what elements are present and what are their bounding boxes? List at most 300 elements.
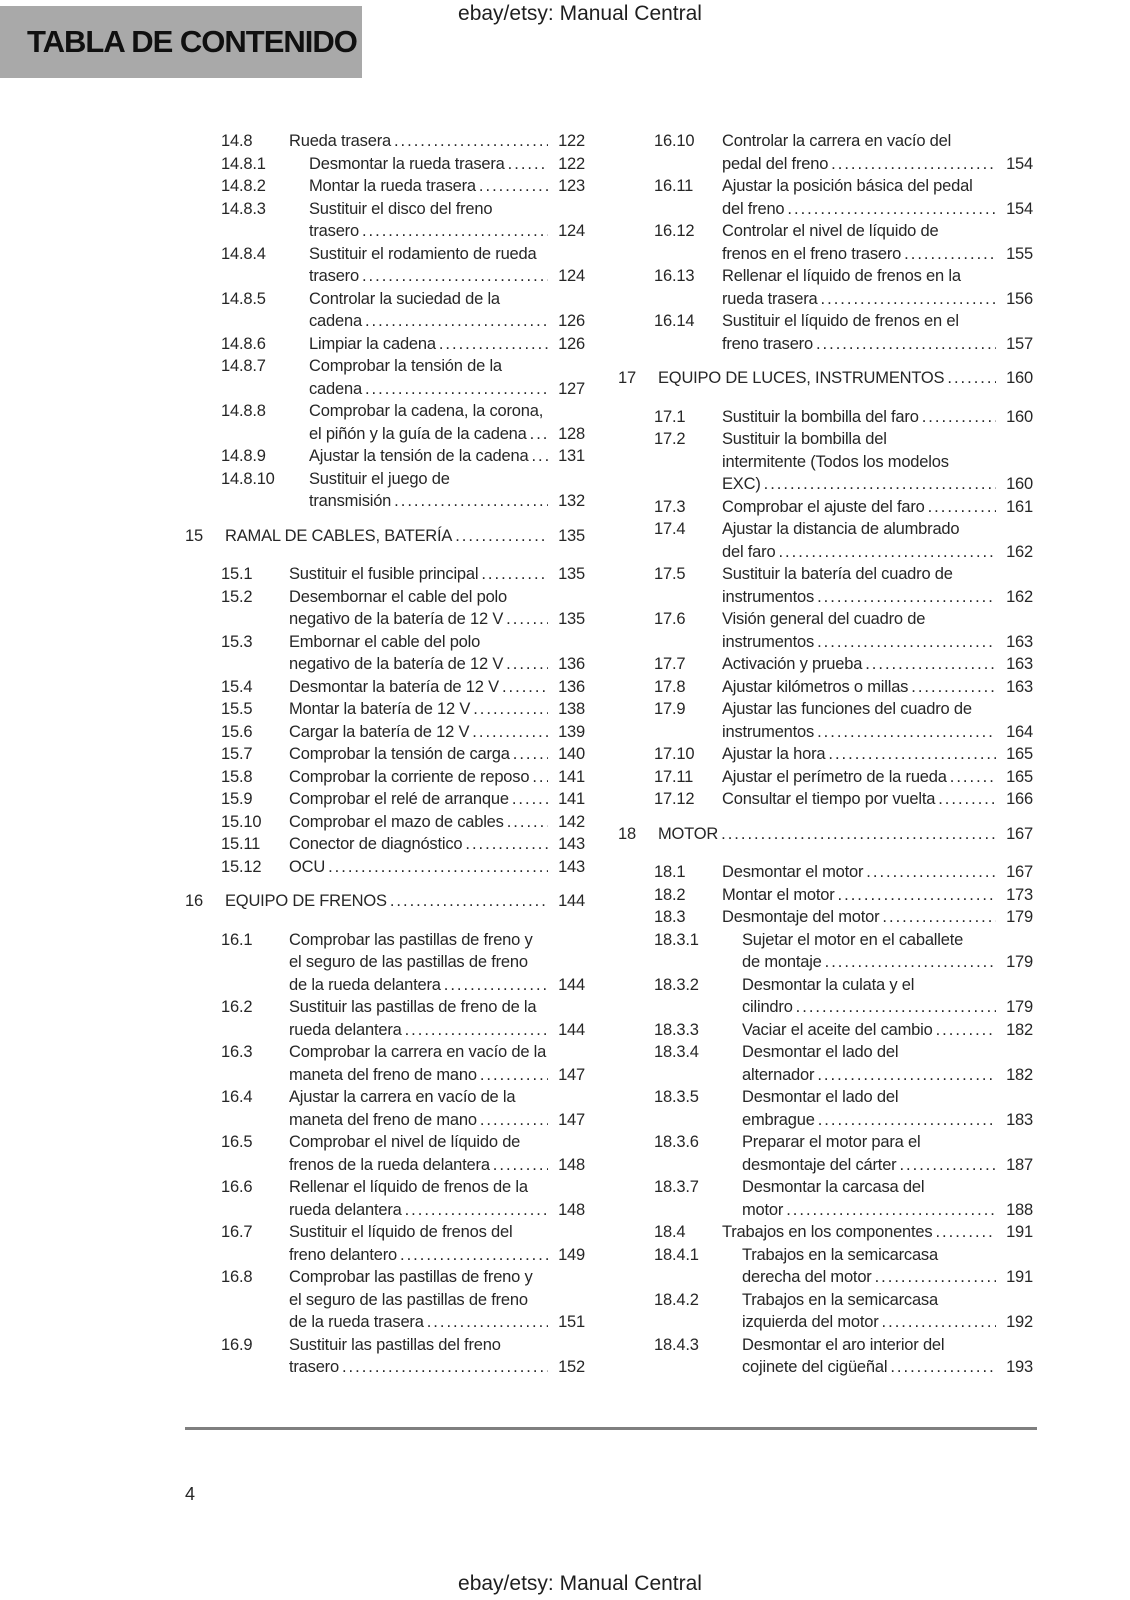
toc-entry-text: instrumentos: [722, 722, 815, 741]
toc-entry-number: 15.4: [221, 677, 253, 696]
toc-entry-title-line: [225, 890, 585, 913]
toc-entry-page-number: 182: [1006, 1020, 1033, 1039]
toc-entry: [185, 698, 585, 721]
toc-entry-title-line: [289, 676, 585, 699]
dot-leader: [863, 861, 996, 884]
toc-entry-text: Ajustar la hora: [722, 745, 826, 763]
toc-entry-title-line: [742, 1289, 1033, 1312]
toc-entry-title-line: [289, 1221, 585, 1244]
toc-entry-page-number: 143: [558, 835, 585, 853]
toc-entry-title-line: [309, 198, 585, 221]
toc-entry-text: el piñón y la guía de la cadena: [309, 424, 527, 443]
toc-entry-title: [722, 1221, 1033, 1244]
toc-entry-number: 15.2: [221, 587, 253, 606]
toc-entry-page-number: 144: [558, 1020, 585, 1039]
toc-entry-number: 18.3.5: [654, 1088, 699, 1106]
toc-entry-page-number: 152: [558, 1358, 585, 1376]
toc-entry-title-line: [289, 951, 585, 974]
toc-entry-number: 14.8.1: [221, 154, 266, 173]
toc-entry: [618, 1176, 1033, 1221]
toc-entry-page-number: 161: [1006, 497, 1033, 516]
toc-entry-number: 18.4.2: [654, 1290, 699, 1309]
toc-entry-page-number: 127: [558, 379, 585, 398]
toc-entry-page-number: 156: [1006, 289, 1033, 308]
toc-entry-title-line: [722, 541, 1033, 564]
toc-entry-title-line: [289, 1289, 585, 1312]
toc-entry-title: [742, 1041, 1033, 1086]
toc-entry-title: [309, 333, 585, 356]
page-title-box: [0, 6, 362, 78]
toc-entry-title: [722, 406, 1033, 429]
toc-entry-title: [742, 1289, 1033, 1334]
toc-entry-title: [722, 653, 1033, 676]
toc-entry-title-line: [742, 1266, 1033, 1289]
dot-leader: [901, 243, 996, 266]
toc-entry-text: Embornar el cable del polo: [289, 632, 481, 651]
toc-entry-text: cojinete del cigüeñal: [742, 1358, 888, 1376]
toc-entry-number: 15.10: [221, 812, 262, 831]
toc-entry-title-line: [722, 698, 1033, 721]
toc-entry-number: 18.2: [654, 885, 686, 904]
toc-entry-page-number: 135: [558, 565, 585, 583]
toc-entry-text: Desmontar la rueda trasera: [309, 154, 505, 173]
dot-leader: [391, 490, 548, 513]
toc-entry-number: 15.8: [221, 767, 253, 786]
dot-leader: [529, 766, 548, 789]
toc-entry-title-line: [289, 811, 585, 834]
toc-entry-title-line: [309, 468, 585, 491]
toc-entry-title-line: [742, 1176, 1033, 1199]
toc-entry-text: maneta del freno de mano: [289, 1110, 477, 1129]
toc-entry-text: Sustituir las pastillas de freno de la: [289, 998, 537, 1016]
toc-entry-number: 16: [185, 892, 203, 910]
toc-entry: [185, 445, 585, 468]
toc-entry-title: [289, 1131, 585, 1176]
toc-entry-title-line: [742, 951, 1033, 974]
toc-entry-number: 14.8.8: [221, 402, 266, 420]
toc-entry-title-line: [722, 130, 1033, 153]
toc-entry-title-line: [722, 496, 1033, 519]
toc-entry-title-line: [722, 243, 1033, 266]
toc-entry-title-line: [742, 1019, 1033, 1042]
toc-column-left: [185, 130, 585, 1379]
toc-entry-text: freno delantero: [289, 1245, 397, 1264]
toc-entry-title-line: [309, 265, 585, 288]
toc-entry-title: [289, 1334, 585, 1379]
toc-entry-title-line: [289, 974, 585, 997]
toc-entry-page-number: 160: [1006, 369, 1033, 387]
toc-entry: [618, 676, 1033, 699]
toc-entry: [618, 743, 1033, 766]
toc-section-entry: [185, 890, 585, 913]
dot-leader: [391, 130, 548, 153]
page-number: 4: [185, 1484, 196, 1504]
toc-entry-title: [742, 1019, 1033, 1042]
toc-entry-title-line: [722, 586, 1033, 609]
toc-entry-page-number: 131: [558, 447, 585, 465]
toc-entry-text: Sustituir el disco del freno: [309, 199, 493, 218]
toc-entry-number: 15.6: [221, 722, 253, 741]
toc-entry-text: Comprobar el mazo de cables: [289, 812, 504, 831]
toc-entry-text: Comprobar las pastillas de freno y: [289, 1268, 533, 1286]
toc-entry-text: el seguro de las pastillas de freno: [289, 953, 528, 971]
toc-entry-title: [742, 974, 1033, 1019]
toc-entry-text: Sustituir la bombilla del faro: [722, 407, 919, 426]
toc-entry-title-line: [289, 1356, 585, 1379]
toc-entry-text: Sustituir el líquido de frenos del: [289, 1223, 513, 1241]
toc-entry-title: [289, 833, 585, 856]
toc-entry-title: [289, 766, 585, 789]
toc-entry-title: [742, 1086, 1033, 1131]
toc-entry-text: EQUIPO DE FRENOS: [225, 892, 387, 910]
toc-entry-title-line: [309, 153, 585, 176]
dot-leader: [490, 1154, 548, 1177]
toc-entry-title-line: [722, 198, 1033, 221]
toc-entry-title: [289, 811, 585, 834]
toc-entry-text: Vaciar el aceite del cambio: [742, 1020, 933, 1039]
dot-leader: [510, 743, 548, 766]
toc-entry-title-line: [289, 929, 585, 952]
toc-entry: [618, 906, 1033, 929]
toc-entry-title-line: [309, 423, 585, 446]
toc-entry-number: 18: [618, 824, 636, 843]
dot-leader: [503, 653, 548, 676]
dot-leader: [944, 367, 996, 390]
toc-entry-title: [309, 288, 585, 333]
toc-entry: [618, 496, 1033, 519]
dot-leader: [814, 631, 996, 654]
toc-entry-number: 15.9: [221, 790, 253, 808]
toc-entry-number: 14.8.10: [221, 469, 275, 488]
toc-entry-number: 17: [618, 369, 636, 387]
toc-entry-text: Ajustar la posición básica del pedal: [722, 177, 973, 195]
toc-entry: [618, 608, 1033, 653]
toc-entry-page-number: 144: [558, 892, 585, 910]
toc-entry: [185, 586, 585, 631]
toc-entry: [185, 1086, 585, 1131]
toc-entry-page-number: 162: [1006, 542, 1033, 561]
toc-entry-title-line: [742, 1154, 1033, 1177]
toc-entry-page-number: 179: [1006, 998, 1033, 1016]
dot-leader: [402, 1019, 548, 1042]
toc-entry-text: Comprobar la tensión de carga: [289, 745, 510, 763]
toc-entry-title-line: [722, 406, 1033, 429]
toc-entry-text: Sustituir la bombilla del: [722, 430, 887, 448]
toc-entry-number: 18.3.2: [654, 975, 699, 994]
toc-entry-title-line: [289, 1334, 585, 1357]
toc-entry-title-line: [722, 653, 1033, 676]
toc-entry-text: Trabajos en la semicarcasa: [742, 1290, 938, 1309]
toc-entry-title: [722, 698, 1033, 743]
toc-entry-text: Rueda trasera: [289, 132, 391, 150]
dot-leader: [504, 811, 548, 834]
toc-entry-title: [309, 175, 585, 198]
toc-entry-text: Desembornar el cable del polo: [289, 587, 507, 606]
toc-entry-number: 14.8.6: [221, 334, 266, 353]
toc-entry-text: Desmontar el lado del: [742, 1088, 899, 1106]
dot-leader: [862, 653, 996, 676]
page-title: TABLA DE CONTENIDO: [27, 24, 357, 59]
toc-entry: [185, 1334, 585, 1379]
dot-leader: [872, 1266, 996, 1289]
toc-entry-text: Limpiar la cadena: [309, 334, 436, 353]
dot-leader: [387, 890, 548, 913]
toc-entry-page-number: 179: [1006, 953, 1033, 971]
toc-entry-title: [658, 367, 1033, 390]
toc-entry: [185, 175, 585, 198]
dot-leader: [528, 445, 548, 468]
toc-entry: [185, 468, 585, 513]
toc-entry-number: 16.3: [221, 1043, 253, 1061]
toc-entry-number: 16.12: [654, 222, 695, 240]
toc-entry-page-number: 147: [558, 1110, 585, 1129]
toc-entry-number: 16.4: [221, 1088, 253, 1106]
toc-entry-text: pedal del freno: [722, 154, 829, 173]
toc-entry: [618, 428, 1033, 496]
toc-entry-title: [722, 608, 1033, 653]
toc-entry-title: [722, 788, 1033, 811]
toc-entry-title-line: [722, 333, 1033, 356]
toc-entry-title: [289, 130, 585, 153]
toc-entry-text: maneta del freno de mano: [289, 1065, 477, 1084]
toc-entry-number: 17.6: [654, 610, 686, 628]
dot-leader: [509, 788, 548, 811]
toc-entry-page-number: 155: [1006, 244, 1033, 263]
toc-entry: [618, 861, 1033, 884]
toc-entry-page-number: 187: [1006, 1155, 1033, 1174]
toc-entry-page-number: 192: [1006, 1313, 1033, 1331]
toc-entry: [185, 333, 585, 356]
toc-entry-page-number: 193: [1006, 1358, 1033, 1376]
toc-entry-text: instrumentos: [722, 632, 815, 651]
toc-entry-title-line: [742, 1064, 1033, 1087]
toc-entry-title-line: [722, 721, 1033, 744]
toc-entry: [618, 518, 1033, 563]
toc-entry-title-line: [722, 1221, 1033, 1244]
toc-section-entry: [185, 525, 585, 548]
toc-entry-text: embrague: [742, 1110, 815, 1129]
dot-leader: [505, 153, 548, 176]
dot-leader: [825, 743, 996, 766]
toc-entry-number: 17.8: [654, 677, 686, 696]
toc-entry-text: Consultar el tiempo por vuelta: [722, 790, 936, 808]
toc-entry-number: 14.8.3: [221, 199, 266, 218]
dot-leader: [452, 525, 548, 548]
toc-entry: [618, 265, 1033, 310]
toc-entry-page-number: 122: [558, 154, 585, 173]
dot-leader: [761, 473, 996, 496]
toc-entry-text: frenos de la rueda delantera: [289, 1155, 490, 1174]
toc-entry: [618, 1086, 1033, 1131]
toc-entry: [618, 220, 1033, 265]
dot-leader: [718, 823, 996, 846]
toc-entry-number: 14.8.9: [221, 447, 266, 465]
toc-entry-text: motor: [742, 1200, 784, 1219]
toc-entry-number: 17.12: [654, 790, 695, 808]
toc-entry: [185, 1221, 585, 1266]
toc-entry: [185, 631, 585, 676]
toc-entry-text: Comprobar las pastillas de freno y: [289, 930, 533, 949]
toc-entry-title-line: [289, 563, 585, 586]
toc-entry: [185, 676, 585, 699]
dot-leader: [814, 586, 996, 609]
dot-leader: [436, 333, 548, 356]
toc-entry-page-number: 183: [1006, 1110, 1033, 1129]
toc-entry-text: transmisión: [309, 492, 392, 510]
toc-entry: [185, 243, 585, 288]
toc-entry-title-line: [289, 1086, 585, 1109]
dot-leader: [477, 1064, 548, 1087]
toc-entry-title: [722, 518, 1033, 563]
toc-entry-text: Montar la rueda trasera: [309, 177, 476, 195]
toc-entry-page-number: 163: [1006, 655, 1033, 673]
toc-entry-text: derecha del motor: [742, 1268, 872, 1286]
dot-leader: [783, 1199, 996, 1222]
toc-entry-text: cilindro: [742, 998, 793, 1016]
toc-entry-number: 17.5: [654, 565, 686, 583]
toc-entry-text: Ajustar kilómetros o millas: [722, 677, 909, 696]
toc-entry-number: 16.8: [221, 1268, 253, 1286]
toc-entry-title: [722, 130, 1033, 175]
toc-entry-page-number: 143: [558, 857, 585, 876]
toc-entry-text: cadena: [309, 379, 362, 398]
toc-entry-page-number: 162: [1006, 587, 1033, 606]
toc-entry: [185, 856, 585, 879]
toc-entry-title-line: [289, 1131, 585, 1154]
toc-column-right: [618, 130, 1033, 1379]
dot-leader: [359, 265, 548, 288]
toc-entry-text: negativo de la batería de 12 V: [289, 655, 504, 673]
toc-entry-text: Ajustar el perímetro de la rueda: [722, 767, 947, 786]
dot-leader: [818, 288, 996, 311]
toc-entry-page-number: 182: [1006, 1065, 1033, 1084]
dot-leader: [469, 721, 548, 744]
toc-entry-text: el seguro de las pastillas de freno: [289, 1290, 528, 1309]
toc-entry: [185, 355, 585, 400]
toc-entry-title: [309, 400, 585, 445]
toc-entry-title: [722, 563, 1033, 608]
toc-entry-title-line: [722, 788, 1033, 811]
toc-entry-text: trasero: [309, 267, 359, 285]
toc-entry-title: [742, 1244, 1033, 1289]
dot-leader: [828, 153, 996, 176]
toc-entry-page-number: 151: [558, 1313, 585, 1331]
toc-entry-number: 17.1: [654, 407, 686, 426]
toc-entry-text: Ajustar la distancia de alumbrado: [722, 520, 960, 538]
dot-leader: [397, 1244, 548, 1267]
dot-leader: [339, 1356, 548, 1379]
toc-entry-number: 17.10: [654, 745, 695, 763]
toc-entry-title-line: [722, 676, 1033, 699]
toc-entry-title-line: [722, 310, 1033, 333]
toc-entry-title-line: [289, 1244, 585, 1267]
toc-entry-title: [225, 890, 585, 913]
toc-entry-text: Comprobar la cadena, la corona,: [309, 402, 544, 420]
toc-entry: [618, 1221, 1033, 1244]
dot-leader: [359, 220, 548, 243]
toc-entry-title: [289, 721, 585, 744]
toc-entry-page-number: 144: [558, 975, 585, 994]
toc-entry-page-number: 166: [1006, 790, 1033, 808]
dot-leader: [813, 333, 996, 356]
toc-entry-title-line: [722, 473, 1033, 496]
toc-entry-title-line: [289, 631, 585, 654]
toc-entry-text: Rellenar el líquido de frenos de la: [289, 1178, 528, 1196]
toc-entry-text: OCU: [289, 857, 326, 876]
toc-entry-title: [289, 1041, 585, 1086]
toc-entry-title: [289, 676, 585, 699]
toc-entry-title-line: [289, 608, 585, 631]
toc-entry: [185, 1131, 585, 1176]
toc-entry-text: Desmontar el lado del: [742, 1043, 899, 1061]
toc-entry: [185, 563, 585, 586]
toc-entry-text: rueda delantera: [289, 1020, 402, 1039]
toc-entry-page-number: 154: [1006, 199, 1033, 218]
toc-entry-text: Comprobar la corriente de reposo: [289, 767, 530, 786]
toc-entry-title: [289, 743, 585, 766]
toc-entry-number: 16.5: [221, 1133, 253, 1151]
toc-entry-text: Montar la batería de 12 V: [289, 700, 471, 718]
toc-entry-title: [289, 563, 585, 586]
toc-entry-page-number: 136: [558, 677, 585, 696]
toc-entry-text: Sustituir el fusible principal: [289, 565, 479, 583]
toc-entry-title-line: [289, 1064, 585, 1087]
toc-entry: [185, 1266, 585, 1334]
dot-leader: [932, 1221, 996, 1244]
toc-entry: [618, 653, 1033, 676]
toc-entry-title: [289, 996, 585, 1041]
toc-entry-title: [742, 1334, 1033, 1379]
toc-entry-text: Comprobar el relé de arranque: [289, 790, 509, 808]
toc-entry-title-line: [289, 1041, 585, 1064]
toc-entry-text: Desmontar la carcasa del: [742, 1178, 925, 1196]
toc-entry-title: [309, 445, 585, 468]
toc-entry-title: [289, 856, 585, 879]
toc-section-entry: [618, 367, 1033, 390]
toc-entry-number: 15.3: [221, 632, 253, 651]
toc-entry-page-number: 124: [558, 222, 585, 240]
toc-entry-text: freno trasero: [722, 334, 813, 353]
toc-entry-text: Sustituir la batería del cuadro de: [722, 565, 953, 583]
toc-section-entry: [618, 823, 1033, 846]
toc-entry-title-line: [742, 929, 1033, 952]
toc-entry-title-line: [289, 833, 585, 856]
toc-entry-text: izquierda del motor: [742, 1313, 879, 1331]
toc-entry-number: 16.2: [221, 998, 253, 1016]
toc-entry-title-line: [309, 220, 585, 243]
toc-entry-page-number: 179: [1006, 908, 1033, 926]
toc-entry-title: [289, 1266, 585, 1334]
toc-entry: [618, 1289, 1033, 1334]
toc-entry-page-number: 149: [558, 1245, 585, 1264]
toc-entry-number: 18.3.4: [654, 1043, 699, 1061]
toc-entry-text: alternador: [742, 1065, 815, 1084]
toc-entry-number: 16.10: [654, 132, 695, 150]
dot-leader: [476, 175, 548, 198]
toc-entry-number: 16.9: [221, 1335, 253, 1354]
toc-entry-title-line: [289, 586, 585, 609]
toc-entry-text: Controlar el nivel de líquido de: [722, 222, 939, 240]
toc-entry-page-number: 167: [1006, 824, 1033, 843]
dot-leader: [925, 496, 996, 519]
toc-entry-page-number: 154: [1006, 154, 1033, 173]
toc-entry-title-line: [289, 1176, 585, 1199]
toc-entry-title: [722, 310, 1033, 355]
toc-entry-text: Visión general del cuadro de: [722, 610, 926, 628]
toc-entry-title-line: [289, 653, 585, 676]
toc-entry-number: 17.7: [654, 655, 686, 673]
toc-entry-title-line: [722, 428, 1033, 451]
